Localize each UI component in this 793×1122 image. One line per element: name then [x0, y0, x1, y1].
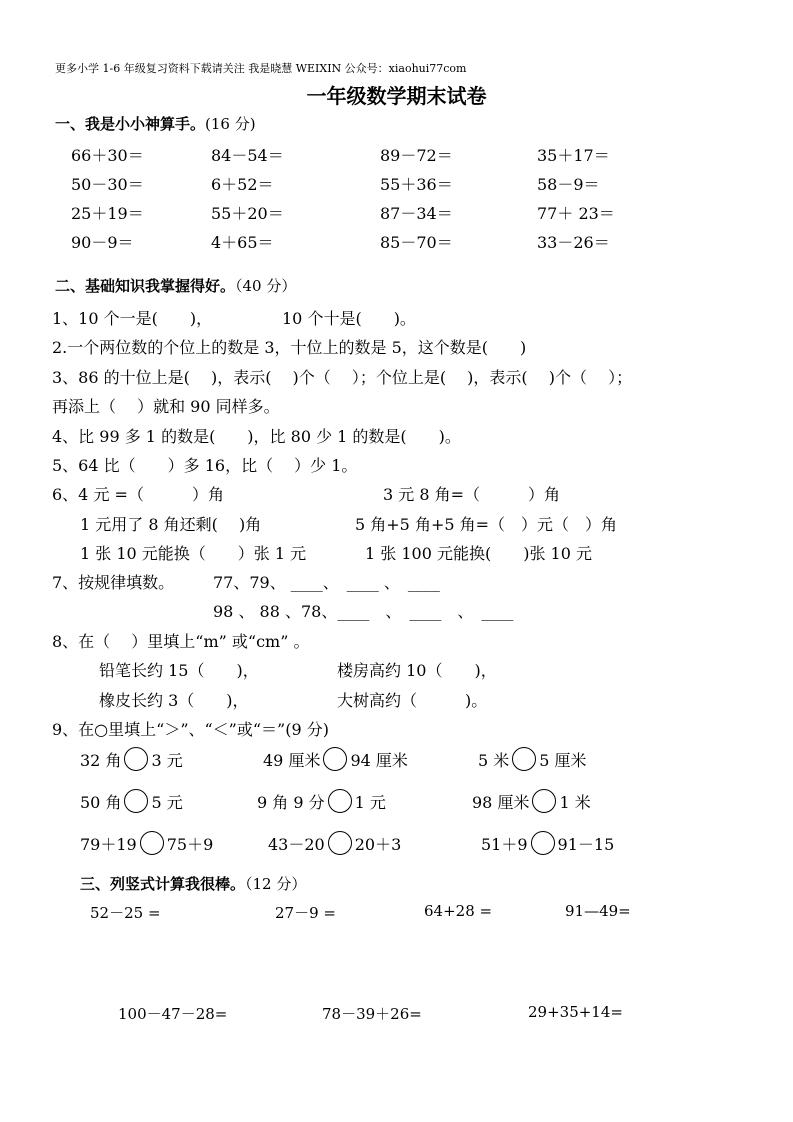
compare-item [478, 747, 587, 771]
question-6c2: 1 张 100 元能换( )张 10 元 [365, 544, 592, 563]
question-7-seq1: 77、79、 ____、 ____ 、 ____ [213, 573, 440, 592]
compare-item [472, 789, 591, 813]
question-8b1: 橡皮长约 3（ )， [99, 691, 249, 710]
compare-left: 79＋19 [80, 834, 137, 854]
question-4: 4、比 99 多 1 的数是( )，比 80 少 1 的数是( )。 [52, 427, 461, 446]
compare-left: 98 厘米 [472, 792, 530, 812]
calc-item: 90－9＝ [71, 233, 134, 252]
compare-right: 3 元 [151, 750, 183, 770]
compare-circle[interactable] [124, 747, 148, 771]
question-1b: 10 个十是( )。 [282, 309, 416, 328]
compare-circle[interactable] [124, 789, 148, 813]
question-3a: 3、86 的十位上是( )，表示( )个（ ）；个位上是( )，表示( )个（ ）； [52, 368, 633, 387]
vertical-calc-item: 29+35+14= [528, 1003, 623, 1021]
vertical-calc-item: 27－9 = [275, 904, 336, 922]
question-7-label: 7、按规律填数。 [52, 573, 175, 592]
compare-item [257, 789, 386, 813]
vertical-calc-item: 91—49= [565, 902, 631, 920]
compare-circle[interactable] [328, 831, 352, 855]
question-5: 5、64 比（ ）多 16，比（ ）少 1。 [52, 456, 358, 475]
calc-item: 85－70＝ [380, 233, 453, 252]
vertical-calc-item: 64+28 = [424, 902, 493, 920]
compare-left: 9 角 9 分 [257, 792, 325, 812]
calc-item: 50－30＝ [71, 175, 144, 194]
compare-circle[interactable] [140, 831, 164, 855]
calc-item: 77＋ 23＝ [537, 204, 615, 223]
question-2: 2.一个两位数的个位上的数是 3，十位上的数是 5，这个数是( ) [52, 338, 527, 357]
calc-item: 89－72＝ [380, 146, 453, 165]
compare-circle[interactable] [531, 831, 555, 855]
calc-item: 58－9＝ [537, 175, 600, 194]
calc-item: 6＋52＝ [211, 175, 274, 194]
calc-item: 55＋20＝ [211, 204, 284, 223]
question-6c1: 1 张 10 元能换（ ）张 1 元 [80, 544, 307, 563]
compare-circle[interactable] [323, 747, 347, 771]
section1-points: (16 分) [205, 115, 256, 133]
question-9: 9、在○里填上“＞”、“＜”或“＝”(9 分) [52, 720, 329, 739]
compare-item [268, 831, 401, 855]
compare-right: 94 厘米 [350, 750, 408, 770]
section2-heading [55, 275, 296, 296]
calc-item: 66＋30＝ [71, 146, 144, 165]
compare-right: 20＋3 [354, 834, 402, 854]
vertical-calc-item: 78－39＋26= [322, 1005, 422, 1023]
calc-item: 84－54＝ [211, 146, 284, 165]
question-6a2: 3 元 8 角=（ ）角 [383, 485, 561, 504]
calc-item: 35＋17＝ [537, 146, 610, 165]
section2-heading-text: 二、基础知识我掌握得好。 [55, 277, 236, 295]
compare-left: 32 角 [80, 750, 122, 770]
compare-item [481, 831, 614, 855]
compare-right: 91－15 [557, 834, 615, 854]
section3-heading-text: 三、列竖式计算我很棒。 [80, 875, 246, 893]
compare-circle[interactable] [532, 789, 556, 813]
question-7-seq2: 98 、 88 、78、____ 、 ____ 、 ____ [213, 602, 514, 621]
section3-heading [80, 873, 306, 894]
question-8: 8、在（ ）里填上“m” 或“cm” 。 [52, 632, 310, 651]
compare-left: 51＋9 [481, 834, 528, 854]
vertical-calc-item: 100－47－28= [118, 1005, 228, 1023]
compare-circle[interactable] [328, 789, 352, 813]
compare-item [80, 831, 213, 855]
compare-right: 75＋9 [166, 834, 214, 854]
calc-item: 33－26＝ [537, 233, 610, 252]
page-title: 一年级数学期末试卷 [306, 84, 487, 108]
compare-item [263, 747, 408, 771]
section1-heading [55, 113, 256, 134]
compare-item [80, 789, 183, 813]
compare-right: 1 元 [354, 792, 386, 812]
question-8b2: 大树高约（ )。 [337, 691, 488, 710]
calc-item: 4＋65＝ [211, 233, 274, 252]
header-note: 更多小学 1-6 年级复习资料下载请关注 我是晓慧 WEIXIN 公众号：xiaohui77com [55, 62, 467, 75]
calc-item: 87－34＝ [380, 204, 453, 223]
compare-left: 5 米 [478, 750, 510, 770]
compare-left: 50 角 [80, 792, 122, 812]
calc-item: 25＋19＝ [71, 204, 144, 223]
calc-item: 55＋36＝ [380, 175, 453, 194]
section2-points: （40 分） [235, 277, 297, 295]
section3-points: （12 分） [245, 875, 307, 893]
compare-right: 5 厘米 [539, 750, 587, 770]
question-8a2: 楼房高约 10（ )， [337, 661, 497, 680]
question-1a: 1、10 个一是( )， [52, 309, 213, 328]
compare-item [80, 747, 183, 771]
compare-circle[interactable] [512, 747, 536, 771]
section1-heading-text: 一、我是小小神算手。 [55, 115, 206, 133]
compare-left: 43－20 [268, 834, 325, 854]
question-8a1: 铅笔长约 15（ )， [99, 661, 259, 680]
compare-right: 1 米 [559, 792, 591, 812]
question-6b2: 5 角+5 角+5 角=（ ）元（ ）角 [355, 515, 618, 534]
question-6b1: 1 元用了 8 角还剩( )角 [80, 515, 262, 534]
question-6a1: 6、4 元 =（ ）角 [52, 485, 224, 504]
question-3b: 再添上（ ）就和 90 同样多。 [52, 397, 280, 416]
compare-right: 5 元 [151, 792, 183, 812]
compare-left: 49 厘米 [263, 750, 321, 770]
vertical-calc-item: 52－25 = [90, 904, 161, 922]
